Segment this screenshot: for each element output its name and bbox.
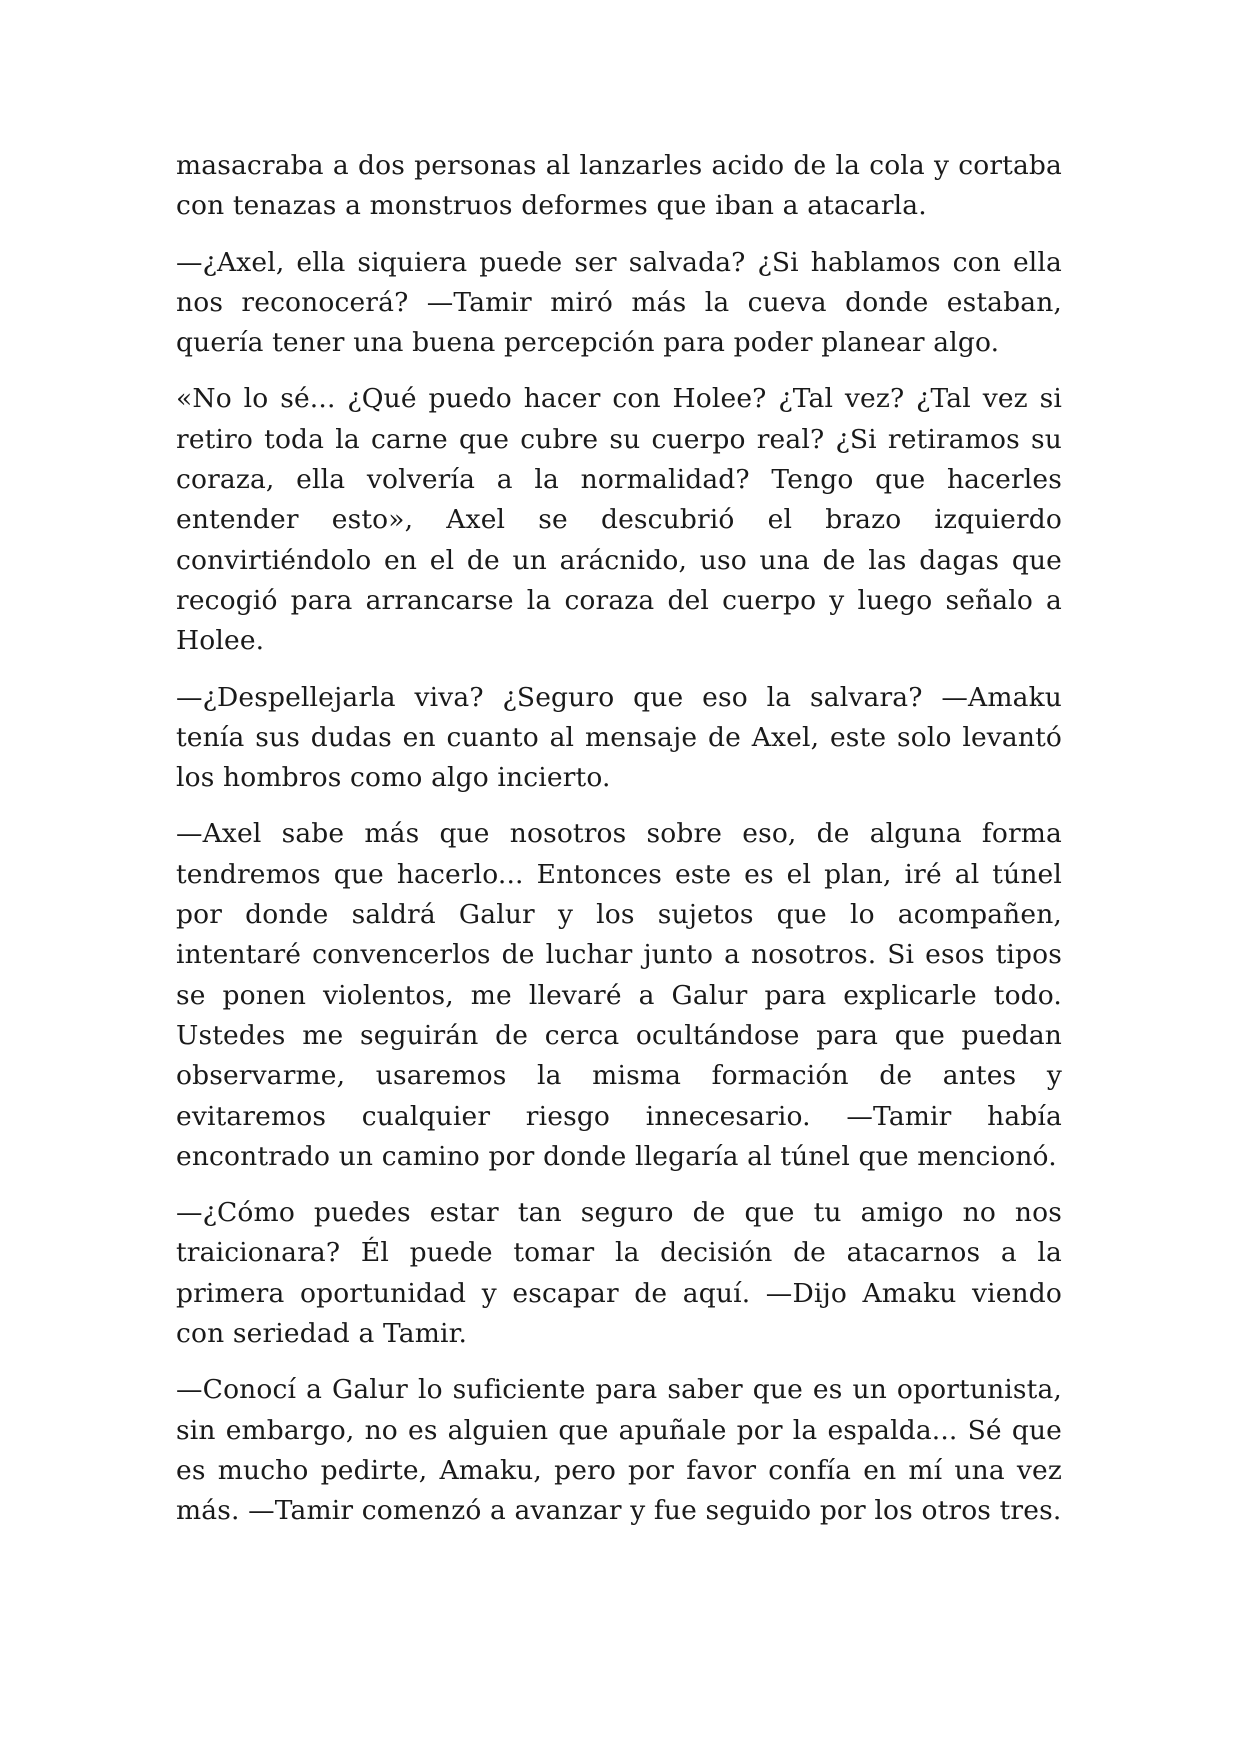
paragraph: masacraba a dos personas al lanzarles acido de la cola y cortaba con tenazas a monstruos deformes que iban a atacarla.: [176, 150, 1062, 222]
paragraph: —Conocí a Galur lo suficiente para saber que es un oportunista, sin embargo, no es alguien que apuñale por la espalda... Sé que es mucho pedirte, Amaku, pero por favor confía en mí una vez más. —Tamir comenzó a avanzar y fue seguido por los otros tres.: [176, 1374, 1062, 1527]
page-body: [176, 146, 1062, 1548]
paragraph: —¿Despellejarla viva? ¿Seguro que eso la salvara? —Amaku tenía sus dudas en cuanto al mensaje de Axel, este solo levantó los hombros como algo incierto.: [176, 681, 1062, 794]
paragraph: —¿Cómo puedes estar tan seguro de que tu amigo no nos traicionara? Él puede tomar la decisión de atacarnos a la primera oportunidad y escapar de aquí. —Dijo Amaku viendo con seriedad a Tamir.: [176, 1197, 1062, 1350]
paragraph: «No lo sé... ¿Qué puedo hacer con Holee? ¿Tal vez? ¿Tal vez si retiro toda la carne que cubre su cuerpo real? ¿Si retiramos su coraza, ella volvería a la normalidad? Tengo que hacerles entender esto», Axel se descubrió el brazo izquierdo convirtiéndolo en el de un arácnido, uso una de las dagas que recogió para arrancarse la coraza del cuerpo y luego señalo a Holee.: [176, 383, 1062, 657]
paragraph: —Axel sabe más que nosotros sobre eso, de alguna forma tendremos que hacerlo... Entonces este es el plan, iré al túnel por donde saldrá Galur y los sujetos que lo acompañen, intentaré convencerlos de luchar junto a nosotros. Si esos tipos se ponen violentos, me llevaré a Galur para explicarle todo. Ustedes me seguirán de cerca ocultándose para que puedan observarme, usaremos la misma formación de antes y evitaremos cualquier riesgo innecesario. —Tamir había encontrado un camino por donde llegaría al túnel que mencionó.: [176, 818, 1062, 1172]
paragraph: —¿Axel, ella siquiera puede ser salvada? ¿Si hablamos con ella nos reconocerá? —Tamir miró más la cueva donde estaban, quería tener una buena percepción para poder planear algo.: [176, 246, 1062, 359]
